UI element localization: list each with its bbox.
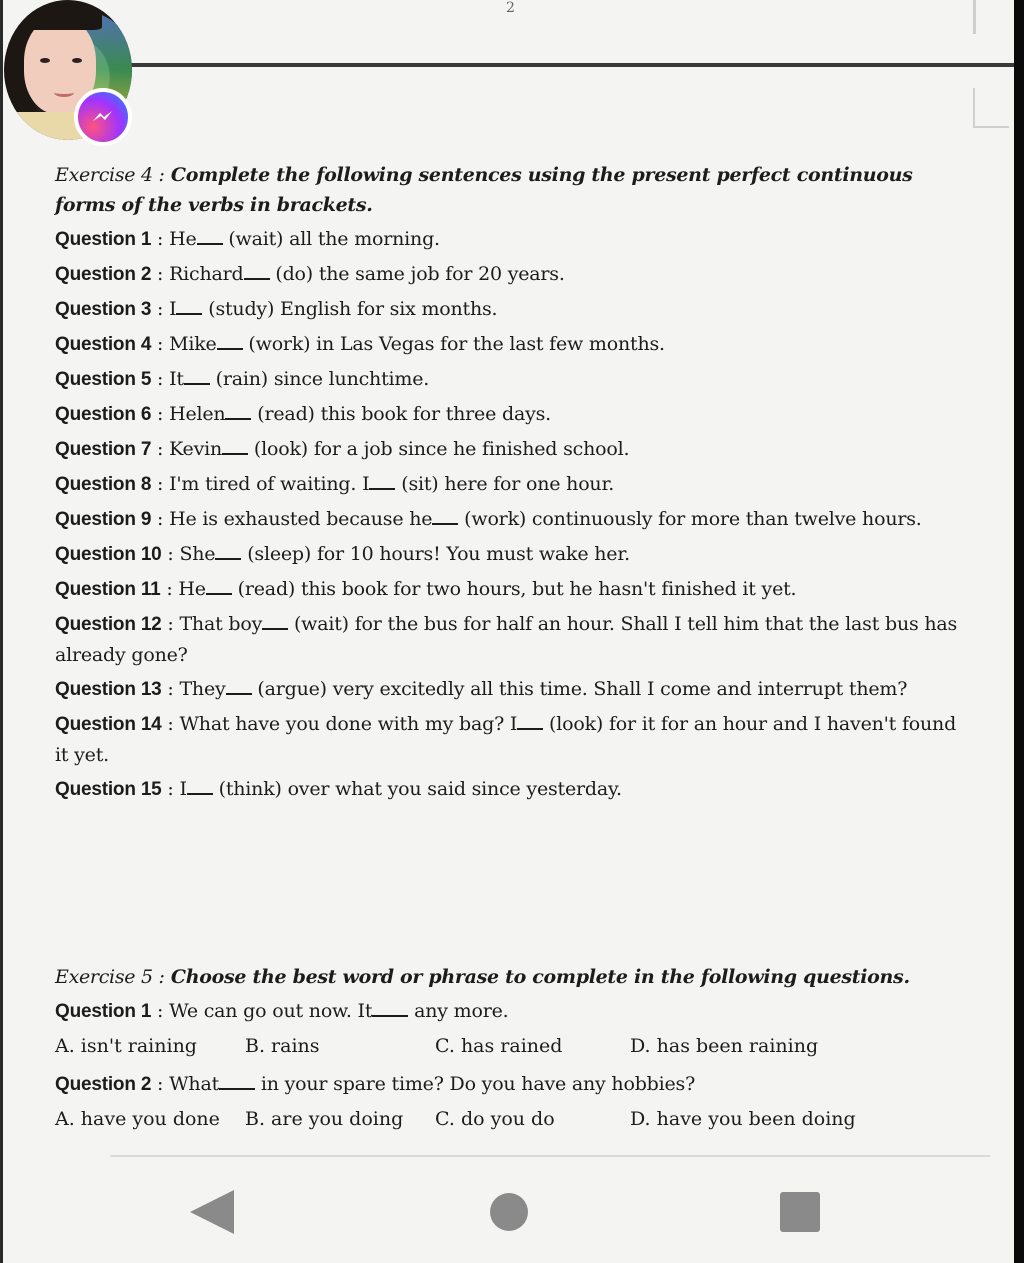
question-before: I — [179, 778, 187, 800]
question-line: Question 1 : He (wait) all the morning. — [55, 224, 975, 255]
question-line: Question 15 : I (think) over what you said since yesterday. — [55, 774, 975, 805]
crop-mark — [973, 88, 975, 128]
answer-blank[interactable] — [517, 710, 543, 730]
question-before: They — [179, 678, 226, 700]
question-after: any more. — [414, 1000, 509, 1022]
question-before: He — [169, 228, 197, 250]
question-before: He is exhausted because he — [169, 508, 433, 530]
exercise-4-questions — [55, 224, 975, 805]
question-label: Question 9 — [55, 509, 152, 530]
answer-blank[interactable] — [225, 400, 251, 420]
answer-blank[interactable] — [372, 997, 408, 1017]
question-line: Question 10 : She (sleep) for 10 hours! You must wake her. — [55, 539, 975, 570]
question-after: (study) English for six months. — [208, 298, 498, 320]
question-after: (work) in Las Vegas for the last few months. — [248, 333, 665, 355]
question-line: Question 14 : What have you done with my bag? I (look) for it for an hour and I haven't found it yet. — [55, 709, 975, 770]
question-label: Question 1 — [55, 1001, 152, 1022]
answer-blank[interactable] — [219, 1070, 255, 1090]
messenger-icon[interactable] — [74, 88, 132, 146]
question-label: Question 8 — [55, 474, 152, 495]
question-line: Question 2 : Richard (do) the same job for 20 years. — [55, 259, 975, 290]
question-after: (wait) all the morning. — [228, 228, 440, 250]
page-number: 2 — [506, 0, 515, 16]
question-label: Question 5 — [55, 369, 152, 390]
question-after: in your spare time? Do you have any hobbies? — [260, 1073, 696, 1095]
left-edge — [0, 0, 3, 1263]
question-before: Mike — [169, 333, 217, 355]
answer-option[interactable]: A. have you done — [55, 1108, 220, 1130]
answer-option[interactable]: A. isn't raining — [55, 1035, 197, 1057]
crop-mark — [973, 126, 1009, 128]
exercise-5-questions — [55, 996, 975, 1134]
answer-blank[interactable] — [215, 540, 241, 560]
question-line: Question 1 : We can go out now. It any more. — [55, 996, 975, 1027]
question-after: (read) this book for two hours, but he hasn't finished it yet. — [237, 578, 797, 600]
question-after: (look) for a job since he finished school. — [253, 438, 630, 460]
home-circle-icon[interactable] — [490, 1193, 528, 1231]
answer-option[interactable]: D. have you been doing — [630, 1108, 856, 1130]
answer-option[interactable]: C. has rained — [435, 1035, 563, 1057]
question-label: Question 11 — [55, 579, 161, 600]
answer-blank[interactable] — [187, 775, 213, 795]
right-edge — [1014, 0, 1024, 1263]
question-before: I — [169, 298, 177, 320]
answer-option[interactable]: C. do you do — [435, 1108, 555, 1130]
chat-head[interactable] — [4, 0, 132, 148]
question-after: (read) this book for three days. — [257, 403, 552, 425]
answer-blank[interactable] — [262, 610, 288, 630]
recent-square-icon[interactable] — [780, 1192, 820, 1232]
question-before: I'm tired of waiting. I — [169, 473, 370, 495]
question-line: Question 8 : I'm tired of waiting. I (sit) here for one hour. — [55, 469, 975, 500]
answer-blank[interactable] — [184, 365, 210, 385]
question-label: Question 10 — [55, 544, 162, 565]
question-label: Question 7 — [55, 439, 152, 460]
question-after: (do) the same job for 20 years. — [275, 263, 565, 285]
answer-blank[interactable] — [206, 575, 232, 595]
question-after: (look) for it for an hour and I haven't found it yet. — [55, 713, 957, 766]
question-after: (work) continuously for more than twelve hours. — [464, 508, 922, 530]
question-line: Question 5 : It (rain) since lunchtime. — [55, 364, 975, 395]
question-label: Question 4 — [55, 334, 152, 355]
question-line: Question 9 : He is exhausted because he (work) continuously for more than twelve hours. — [55, 504, 975, 535]
question-line: Question 2 : What in your spare time? Do you have any hobbies? — [55, 1069, 975, 1100]
question-label: Question 1 — [55, 229, 152, 250]
question-before: It — [169, 368, 184, 390]
answer-blank[interactable] — [222, 435, 248, 455]
question-label: Question 6 — [55, 404, 152, 425]
crop-mark — [973, 0, 976, 34]
question-before: Richard — [169, 263, 244, 285]
answer-blank[interactable] — [244, 260, 270, 280]
question-label: Question 13 — [55, 679, 162, 700]
answer-blank[interactable] — [432, 505, 458, 525]
question-after: (think) over what you said since yesterday. — [218, 778, 622, 800]
exercise-4-title: Exercise 4 : Complete the following sentences using the present perfect continuous forms of the verbs in brackets. — [55, 164, 913, 216]
question-label: Question 15 — [55, 779, 162, 800]
android-nav-bar — [0, 1165, 1014, 1263]
question-after: (wait) for the bus for half an hour. Shall I tell him that the last bus has already gone? — [55, 613, 958, 666]
options-row — [55, 1031, 975, 1061]
question-line: Question 6 : Helen (read) this book for three days. — [55, 399, 975, 430]
question-before: What — [169, 1073, 220, 1095]
answer-option[interactable]: B. rains — [245, 1035, 320, 1057]
question-before: We can go out now. It — [169, 1000, 373, 1022]
question-line: Question 3 : I (study) English for six months. — [55, 294, 975, 325]
answer-blank[interactable] — [369, 470, 395, 490]
exercise-4 — [55, 160, 975, 809]
question-label: Question 2 — [55, 1074, 152, 1095]
question-after: (sleep) for 10 hours! You must wake her. — [247, 543, 630, 565]
options-row — [55, 1104, 975, 1134]
answer-blank[interactable] — [197, 225, 223, 245]
question-line: Question 13 : They (argue) very excitedly all this time. Shall I come and interrupt them? — [55, 674, 975, 705]
question-after: (rain) since lunchtime. — [215, 368, 430, 390]
question-before: She — [179, 543, 216, 565]
answer-option[interactable]: D. has been raining — [630, 1035, 819, 1057]
question-line: Question 11 : He (read) this book for two hours, but he hasn't finished it yet. — [55, 574, 975, 605]
question-label: Question 14 — [55, 714, 162, 735]
answer-blank[interactable] — [217, 330, 243, 350]
question-label: Question 12 — [55, 614, 162, 635]
divider — [110, 1155, 990, 1157]
exercise-5-title: Exercise 5 : Choose the best word or phrase to complete in the following questions. — [55, 966, 910, 988]
question-line: Question 7 : Kevin (look) for a job since he finished school. — [55, 434, 975, 465]
question-after: (argue) very excitedly all this time. Shall I come and interrupt them? — [257, 678, 908, 700]
question-after: (sit) here for one hour. — [401, 473, 615, 495]
answer-blank[interactable] — [176, 295, 202, 315]
question-before: Helen — [169, 403, 226, 425]
question-before: What have you done with my bag? I — [179, 713, 518, 735]
question-label: Question 2 — [55, 264, 152, 285]
question-line: Question 4 : Mike (work) in Las Vegas for the last few months. — [55, 329, 975, 360]
answer-blank[interactable] — [226, 675, 252, 695]
question-label: Question 3 — [55, 299, 152, 320]
top-rule — [120, 63, 1014, 67]
question-before: That boy — [179, 613, 263, 635]
answer-option[interactable]: B. are you doing — [245, 1108, 404, 1130]
question-before: Kevin — [169, 438, 223, 460]
back-triangle-icon[interactable] — [190, 1190, 234, 1234]
exercise-5 — [55, 962, 975, 1142]
question-before: He — [178, 578, 206, 600]
question-line: Question 12 : That boy (wait) for the bus for half an hour. Shall I tell him that the last bus has already gone? — [55, 609, 975, 670]
